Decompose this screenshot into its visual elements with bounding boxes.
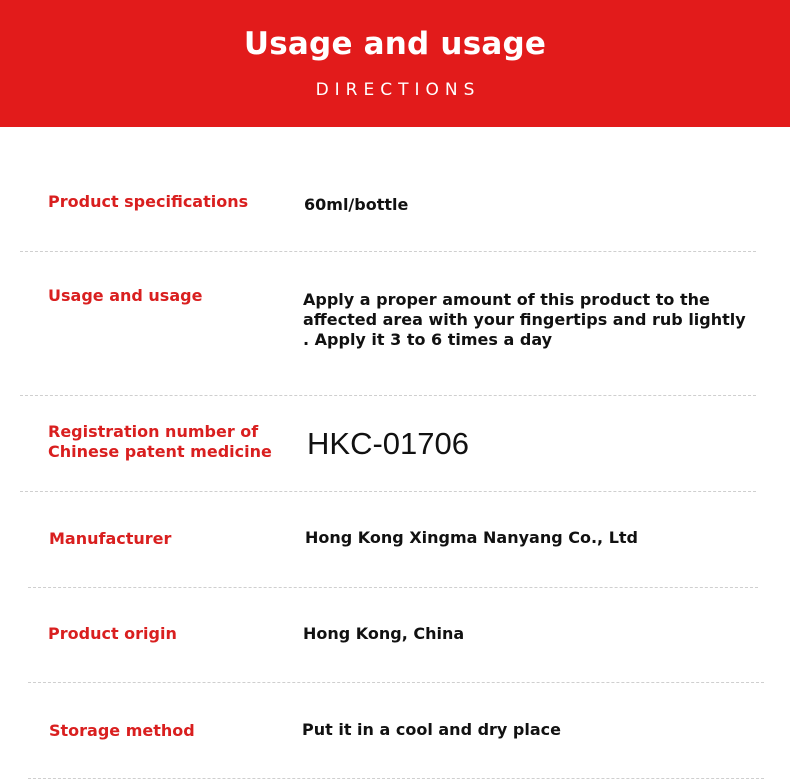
value-product-origin: Hong Kong, China [303,624,465,643]
row-divider [28,778,764,779]
value-storage-method: Put it in a cool and dry place [302,720,561,739]
row-divider [20,491,756,492]
row-divider [28,587,758,588]
page-subtitle: DIRECTIONS [315,80,481,100]
header-banner [0,0,790,127]
value-product-specifications: 60ml/bottle [304,195,409,214]
label-usage: Usage and usage [48,286,203,305]
row-divider [28,682,764,683]
label-manufacturer: Manufacturer [49,529,172,548]
label-storage-method: Storage method [49,721,195,740]
value-manufacturer: Hong Kong Xingma Nanyang Co., Ltd [305,528,638,547]
label-product-origin: Product origin [48,624,177,643]
label-registration-line-2: Chinese patent medicine [48,442,272,461]
row-divider [20,251,756,252]
value-registration-number: HKC-01706 [307,426,469,461]
value-usage-line-1: Apply a proper amount of this product to the [303,290,710,309]
value-usage-line-2: affected area with your fingertips and rub lightly [303,310,746,329]
row-divider [20,395,756,396]
value-usage-line-3: . Apply it 3 to 6 times a day [303,330,553,349]
label-registration-line-1: Registration number of [48,422,259,441]
label-product-specifications: Product specifications [48,192,249,211]
page-title: Usage and usage [243,26,547,62]
